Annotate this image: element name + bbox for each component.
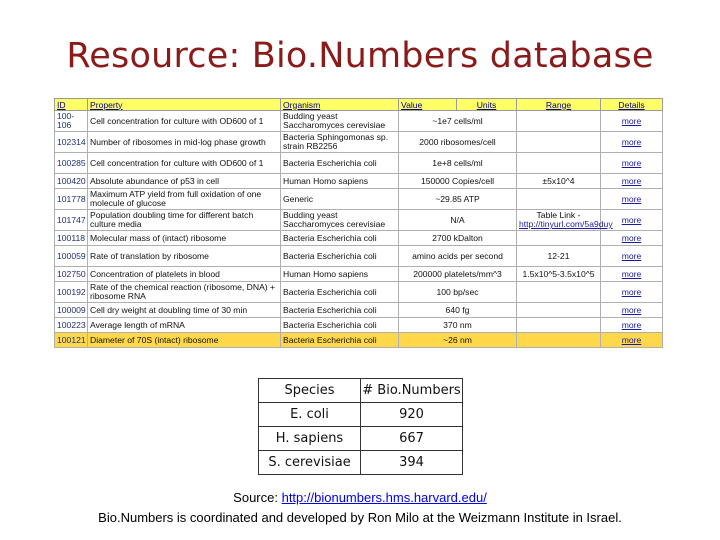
- row-range: [517, 333, 601, 348]
- table-row: [55, 231, 663, 246]
- credit-line: Bio.Numbers is coordinated and developed by Ron Milo at the Weizmann Institute in Israel.: [98, 510, 622, 525]
- column-header-property[interactable]: Property: [88, 99, 281, 111]
- row-id: 102750: [55, 267, 88, 282]
- row-property: Cell concentration for culture with OD600 of 1: [88, 153, 281, 174]
- table-row-highlighted: [55, 333, 663, 348]
- row-property: Diameter of 70S (intact) ribosome: [88, 333, 281, 348]
- row-organism: Bacteria Sphingomonas sp. strain RB2256: [281, 132, 399, 153]
- row-id: 100118: [55, 231, 88, 246]
- row-id: 100420: [55, 174, 88, 189]
- row-id: 100192: [55, 282, 88, 303]
- row-more-link[interactable]: more: [601, 231, 663, 246]
- table-row: [55, 189, 663, 210]
- row-organism: Budding yeast Saccharomyces cerevisiae: [281, 111, 399, 132]
- table-row: [55, 132, 663, 153]
- row-value: 1e+8 cells/ml: [399, 153, 517, 174]
- row-property: Molecular mass of (intact) ribosome: [88, 231, 281, 246]
- row-id: 102314: [55, 132, 88, 153]
- row-range-text: Table Link -: [536, 210, 581, 220]
- row-more-link[interactable]: more: [601, 174, 663, 189]
- column-header-value[interactable]: Value: [399, 99, 457, 111]
- source-line: [0, 490, 720, 505]
- row-more-link[interactable]: more: [601, 153, 663, 174]
- row-organism: Bacteria Escherichia coli: [281, 303, 399, 318]
- counts-value: 920: [361, 403, 463, 427]
- table-row: [55, 174, 663, 189]
- table-row: [55, 318, 663, 333]
- row-value: 2700 kDalton: [399, 231, 517, 246]
- row-organism: Human Homo sapiens: [281, 174, 399, 189]
- row-property: Rate of translation by ribosome: [88, 246, 281, 267]
- row-property: Rate of the chemical reaction (ribosome, DNA) + ribosome RNA: [88, 282, 281, 303]
- row-range: 1.5x10^5-3.5x10^5: [517, 267, 601, 282]
- row-value: 370 nm: [399, 318, 517, 333]
- counts-species: S. cerevisiae: [259, 451, 361, 475]
- row-property: Concentration of platelets in blood: [88, 267, 281, 282]
- row-range: 12-21: [517, 246, 601, 267]
- table-row: [55, 153, 663, 174]
- row-property: Cell dry weight at doubling time of 30 min: [88, 303, 281, 318]
- row-more-link[interactable]: more: [601, 210, 663, 231]
- row-more-link[interactable]: more: [601, 189, 663, 210]
- row-property: Maximum ATP yield from full oxidation of one molecule of glucose: [88, 189, 281, 210]
- bionumbers-table: [54, 98, 663, 348]
- column-header-id[interactable]: ID: [55, 99, 88, 111]
- table-header-row: [55, 99, 663, 111]
- table-row: [55, 267, 663, 282]
- row-more-link[interactable]: more: [601, 333, 663, 348]
- row-property: Population doubling time for different batch culture media: [88, 210, 281, 231]
- counts-header-row: [259, 379, 463, 403]
- column-header-range[interactable]: Range: [517, 99, 601, 111]
- row-range: [517, 303, 601, 318]
- slide-title: Resource: Bio.Numbers database: [66, 36, 654, 76]
- row-organism: Budding yeast Saccharomyces cerevisiae: [281, 210, 399, 231]
- row-value: 200000 platelets/mm^3: [399, 267, 517, 282]
- row-id: 100223: [55, 318, 88, 333]
- row-id: 100-106: [55, 111, 88, 132]
- table-row: [55, 282, 663, 303]
- row-range: [517, 318, 601, 333]
- row-organism: Bacteria Escherichia coli: [281, 282, 399, 303]
- counts-value: 667: [361, 427, 463, 451]
- table-row: [55, 246, 663, 267]
- row-more-link[interactable]: more: [601, 303, 663, 318]
- row-more-link[interactable]: more: [601, 111, 663, 132]
- row-value: N/A: [399, 210, 517, 231]
- row-more-link[interactable]: more: [601, 132, 663, 153]
- source-label: Source:: [233, 490, 282, 505]
- row-id: 100121: [55, 333, 88, 348]
- row-more-link[interactable]: more: [601, 246, 663, 267]
- counts-header-species: Species: [259, 379, 361, 403]
- row-range: [517, 111, 601, 132]
- row-range: [517, 189, 601, 210]
- row-range: [517, 210, 613, 231]
- column-header-organism[interactable]: Organism: [281, 99, 399, 111]
- row-organism: Bacteria Escherichia coli: [281, 153, 399, 174]
- row-organism: Generic: [281, 189, 399, 210]
- row-id: 101747: [55, 210, 88, 231]
- row-id: 100285: [55, 153, 88, 174]
- row-value: 640 fg: [399, 303, 517, 318]
- row-range: [517, 231, 601, 246]
- table-row: [55, 210, 663, 231]
- database-screenshot: [54, 98, 662, 370]
- column-header-details[interactable]: Details: [601, 99, 663, 111]
- row-organism: Human Homo sapiens: [281, 267, 399, 282]
- counts-species: E. coli: [259, 403, 361, 427]
- counts-row: [259, 403, 463, 427]
- row-organism: Bacteria Escherichia coli: [281, 333, 399, 348]
- row-value: 150000 Copies/cell: [399, 174, 517, 189]
- counts-species: H. sapiens: [259, 427, 361, 451]
- counts-row: [259, 451, 463, 475]
- row-value: amino acids per second: [399, 246, 517, 267]
- counts-header-count: # Bio.Numbers: [361, 379, 463, 403]
- table-row: [55, 111, 663, 132]
- row-organism: Bacteria Escherichia coli: [281, 231, 399, 246]
- row-value: 2000 ribosomes/cell: [399, 132, 517, 153]
- table-row: [55, 303, 663, 318]
- row-property: Cell concentration for culture with OD600 of 1: [88, 111, 281, 132]
- species-count-table: [258, 378, 463, 475]
- row-organism: Bacteria Escherichia coli: [281, 246, 399, 267]
- row-organism: Bacteria Escherichia coli: [281, 318, 399, 333]
- row-range-link[interactable]: http://tinyurl.com/5a9duy: [519, 219, 613, 229]
- row-property: Absolute abundance of p53 in cell: [88, 174, 281, 189]
- row-range: [517, 282, 601, 303]
- row-id: 100059: [55, 246, 88, 267]
- row-property: Number of ribosomes in mid-log phase growth: [88, 132, 281, 153]
- counts-value: 394: [361, 451, 463, 475]
- row-value: ~26 nm: [399, 333, 517, 348]
- row-id: 101778: [55, 189, 88, 210]
- counts-row: [259, 427, 463, 451]
- row-id: 100009: [55, 303, 88, 318]
- column-header-units[interactable]: Units: [457, 99, 517, 111]
- source-link[interactable]: http://bionumbers.hms.harvard.edu/: [281, 490, 487, 505]
- row-range: [517, 153, 601, 174]
- row-value: 100 bp/sec: [399, 282, 517, 303]
- row-range: [517, 132, 601, 153]
- row-range: ±5x10^4: [517, 174, 601, 189]
- row-more-link[interactable]: more: [601, 267, 663, 282]
- row-value: ~1e7 cells/ml: [399, 111, 517, 132]
- row-more-link[interactable]: more: [601, 318, 663, 333]
- row-property: Average length of mRNA: [88, 318, 281, 333]
- row-value: ~29.85 ATP: [399, 189, 517, 210]
- row-more-link[interactable]: more: [601, 282, 663, 303]
